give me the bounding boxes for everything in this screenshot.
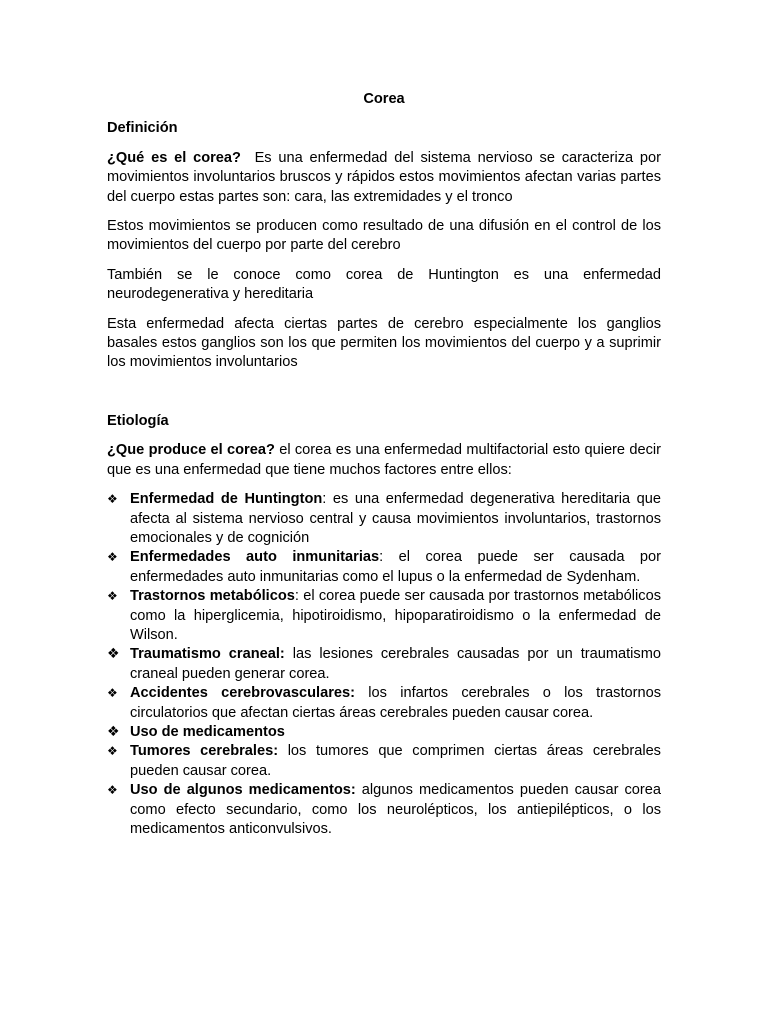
definicion-paragraph-1: Estos movimientos se producen como resultado de una difusión en el control de los movimientos del cuerpo por parte del cerebro	[107, 218, 661, 254]
diamond-bullet-icon: ❖	[107, 723, 120, 740]
list-item	[107, 723, 661, 742]
list-item-bold: Uso de medicamentos	[130, 723, 285, 740]
list-item-text: algunos medicamentos pueden causar corea como efecto secundario, como los neurolépticos, los antiepilépticos, o los medicamentos anticonvulsivos.	[130, 782, 661, 837]
etiologia-question: ¿Que produce el corea?	[107, 442, 275, 459]
list-item-text: : el corea puede ser causada por enfermedades auto inmunitarias como el lupus o la enfermedad de Sydenham.	[130, 549, 661, 585]
diamond-bullet-icon: ❖	[107, 686, 118, 701]
diamond-bullet-icon: ❖	[107, 492, 118, 507]
definicion-intro-paragraph	[107, 149, 661, 207]
causes-list	[107, 490, 661, 839]
list-item-bold: Trastornos metabólicos	[130, 588, 295, 605]
list-item-text: : es una enfermedad degenerativa hereditaria que afecta al sistema nervioso central y causa movimientos involuntarios, trastornos emocionales y de cognición	[130, 491, 661, 546]
list-item-bold: Accidentes cerebrovasculares:	[130, 685, 356, 702]
definicion-answer: Es una enfermedad del sistema nervioso se caracteriza por movimientos involuntarios bruscos y rápidos estos movimientos afectan varias partes del cuerpo estas partes son: cara, las extremidades y el tronco	[107, 149, 662, 205]
list-item-bold: Uso de algunos medicamentos:	[130, 782, 356, 799]
section-spacer	[107, 383, 661, 412]
list-item	[107, 742, 661, 781]
list-item	[107, 684, 661, 723]
list-item-text: los tumores que comprimen ciertas áreas cerebrales pueden causar corea.	[130, 743, 661, 779]
document-page	[107, 90, 661, 839]
list-item	[107, 490, 661, 548]
definicion-heading: Definición	[107, 120, 178, 137]
etiologia-intro-paragraph	[107, 441, 661, 480]
diamond-bullet-icon: ❖	[107, 783, 118, 798]
list-item-bold: Tumores cerebrales:	[130, 743, 279, 760]
diamond-bullet-icon: ❖	[107, 744, 118, 759]
list-item-bold: Enfermedades auto inmunitarias	[130, 549, 380, 566]
list-item	[107, 645, 661, 684]
list-item-text: las lesiones cerebrales causadas por un traumatismo craneal pueden generar corea.	[130, 646, 661, 682]
etiologia-heading: Etiología	[107, 412, 169, 429]
list-item-bold: Traumatismo craneal:	[130, 646, 285, 663]
document-title: Corea	[363, 91, 405, 107]
diamond-bullet-icon: ❖	[107, 646, 120, 663]
list-item	[107, 548, 661, 587]
list-item	[107, 587, 661, 645]
list-item-text: : el corea puede ser causada por trastornos metabólicos como la hiperglicemia, hipotiroidismo, hipoparatiroidismo o la enfermedad de Wilson.	[130, 588, 661, 643]
list-item-text: los infartos cerebrales o los trastornos circulatorios que afectan ciertas áreas cerebrales pueden causar corea.	[130, 685, 662, 721]
list-item	[107, 781, 661, 839]
diamond-bullet-icon: ❖	[107, 550, 118, 565]
definicion-question: ¿Qué es el corea?	[107, 149, 241, 166]
diamond-bullet-icon: ❖	[107, 589, 118, 604]
etiologia-answer: el corea es una enfermedad multifactorial esto quiere decir que es una enfermedad que tiene muchos factores entre ellos:	[107, 442, 661, 478]
list-item-bold: Enfermedad de Huntington	[130, 491, 323, 508]
definicion-paragraph-2: También se le conoce como corea de Huntington es una enfermedad neurodegenerativa y hereditaria	[107, 266, 661, 303]
definicion-paragraph-3: Esta enfermedad afecta ciertas partes de cerebro especialmente los ganglios basales estos ganglios son los que permiten los movimientos del cuerpo y a suprimir los movimientos involuntarios	[107, 315, 661, 371]
